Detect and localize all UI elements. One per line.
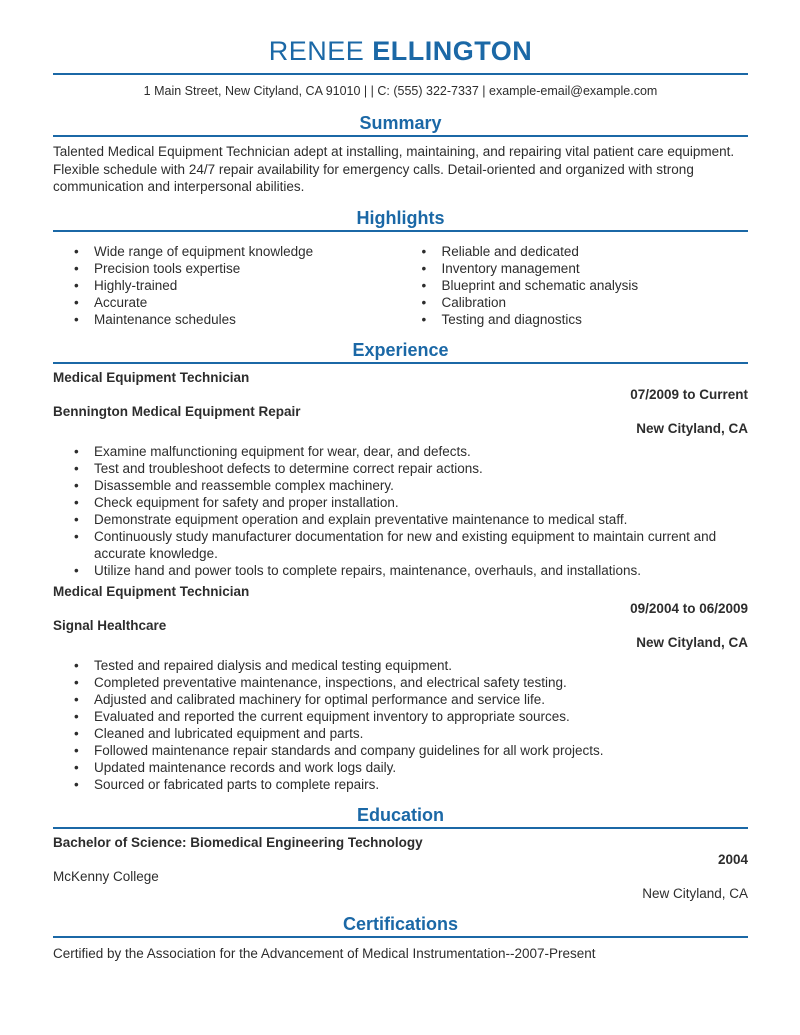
job-bullet: • Adjusted and calibrated machinery for optimal performance and service life. [53, 691, 748, 708]
job-bullet: • Evaluated and reported the current equipment inventory to appropriate sources. [53, 708, 748, 725]
job-title: Medical Equipment Technician [53, 583, 250, 599]
bullet-icon: • [74, 311, 79, 327]
job-bullet: • Updated maintenance records and work logs daily. [53, 759, 748, 776]
highlight-item: • Reliable and dedicated [401, 243, 749, 260]
first-name: RENEE [268, 36, 365, 66]
summary-rule [53, 135, 748, 137]
bullet-icon: • [74, 477, 79, 493]
degree-line: Bachelor of Science: Biomedical Engineering Technology [53, 834, 423, 850]
school-location: New Cityland, CA [642, 885, 748, 901]
bullet-icon: • [74, 657, 79, 673]
job-bullet: • Completed preventative maintenance, inspections, and electrical safety testing. [53, 674, 748, 691]
education-rule [53, 827, 748, 829]
bullet-icon: • [74, 443, 79, 459]
bullet-icon: • [74, 494, 79, 510]
job-bullet: • Demonstrate equipment operation and explain preventative maintenance to medical staff. [53, 511, 748, 528]
bullet-icon: • [421, 277, 427, 293]
bullet-icon: • [74, 562, 79, 578]
school-name: McKenny College [53, 868, 159, 884]
job-location: New Cityland, CA [636, 634, 748, 650]
highlights-list-right [401, 243, 749, 328]
job-bullet-list [53, 657, 748, 793]
company-name: Bennington Medical Equipment Repair [53, 403, 301, 419]
job-bullet: • Tested and repaired dialysis and medical testing equipment. [53, 657, 748, 674]
highlights-heading: Highlights [356, 207, 445, 228]
bullet-icon: • [74, 528, 79, 544]
job-bullet: • Sourced or fabricated parts to complete repairs. [53, 776, 748, 793]
page-title [53, 36, 748, 66]
job-dates: 07/2009 to Current [630, 386, 748, 402]
contact-line: 1 Main Street, New Cityland, CA 91010 | | C: (555) 322-7337 | example-email@example.com [143, 84, 658, 98]
education-heading: Education [356, 804, 444, 825]
highlight-item: • Testing and diagnostics [401, 311, 749, 328]
highlight-item: • Precision tools expertise [53, 260, 401, 277]
job-dates: 09/2004 to 06/2009 [630, 600, 748, 616]
header-rule [53, 73, 748, 75]
last-name: ELLINGTON [372, 36, 533, 66]
job-entry [53, 369, 748, 579]
job-bullet: • Followed maintenance repair standards and company guidelines for all work projects. [53, 742, 748, 759]
job-title: Medical Equipment Technician [53, 369, 250, 385]
highlights-rule [53, 230, 748, 232]
bullet-icon: • [421, 311, 427, 327]
job-bullet-list [53, 443, 748, 579]
job-bullet: • Examine malfunctioning equipment for wear, dear, and defects. [53, 443, 748, 460]
highlight-item: • Calibration [401, 294, 749, 311]
graduation-year: 2004 [717, 851, 748, 867]
job-location: New Cityland, CA [636, 420, 748, 436]
bullet-icon: • [74, 277, 79, 293]
job-bullet: • Disassemble and reassemble complex machinery. [53, 477, 748, 494]
bullet-icon: • [74, 294, 79, 310]
job-entry [53, 583, 748, 793]
highlight-item: • Wide range of equipment knowledge [53, 243, 401, 260]
bullet-icon: • [74, 691, 79, 707]
bullet-icon: • [74, 742, 79, 758]
bullet-icon: • [421, 243, 427, 259]
experience-rule [53, 362, 748, 364]
bullet-icon: • [74, 725, 79, 741]
bullet-icon: • [74, 511, 79, 527]
job-bullet: • Utilize hand and power tools to complete repairs, maintenance, overhauls, and installations. [53, 562, 748, 579]
company-name: Signal Healthcare [53, 617, 167, 633]
highlights-columns [53, 237, 748, 328]
certifications-heading: Certifications [342, 913, 459, 934]
highlight-item: • Maintenance schedules [53, 311, 401, 328]
highlight-item: • Highly-trained [53, 277, 401, 294]
education-entry [53, 834, 748, 902]
certifications-rule [53, 936, 748, 938]
summary-heading: Summary [359, 113, 442, 133]
bullet-icon: • [74, 776, 79, 792]
bullet-icon: • [421, 260, 427, 276]
highlight-item: • Accurate [53, 294, 401, 311]
certification-text: Certified by the Association for the Advancement of Medical Instrumentation--2007-Present [53, 945, 596, 961]
highlights-list-left [53, 243, 401, 328]
highlight-item: • Inventory management [401, 260, 749, 277]
bullet-icon: • [74, 674, 79, 690]
bullet-icon: • [74, 260, 79, 276]
bullet-icon: • [74, 243, 79, 259]
experience-heading: Experience [352, 339, 449, 360]
bullet-icon: • [74, 460, 79, 476]
highlight-item: • Blueprint and schematic analysis [401, 277, 749, 294]
summary-text: Talented Medical Equipment Technician adept at installing, maintaining, and repairing vital patient care equipment. Flexible schedule with 24/7 repair availability for emergency calls. Detail-oriented and organized with strong communication and interpersonal abilities. [53, 144, 735, 194]
job-bullet: • Cleaned and lubricated equipment and parts. [53, 725, 748, 742]
bullet-icon: • [74, 708, 79, 724]
bullet-icon: • [421, 294, 427, 310]
bullet-icon: • [74, 759, 79, 775]
job-bullet: • Test and troubleshoot defects to determine correct repair actions. [53, 460, 748, 477]
job-bullet: • Continuously study manufacturer documentation for new and existing equipment to maintain current and accurate knowledge. [53, 528, 748, 562]
job-bullet: • Check equipment for safety and proper installation. [53, 494, 748, 511]
